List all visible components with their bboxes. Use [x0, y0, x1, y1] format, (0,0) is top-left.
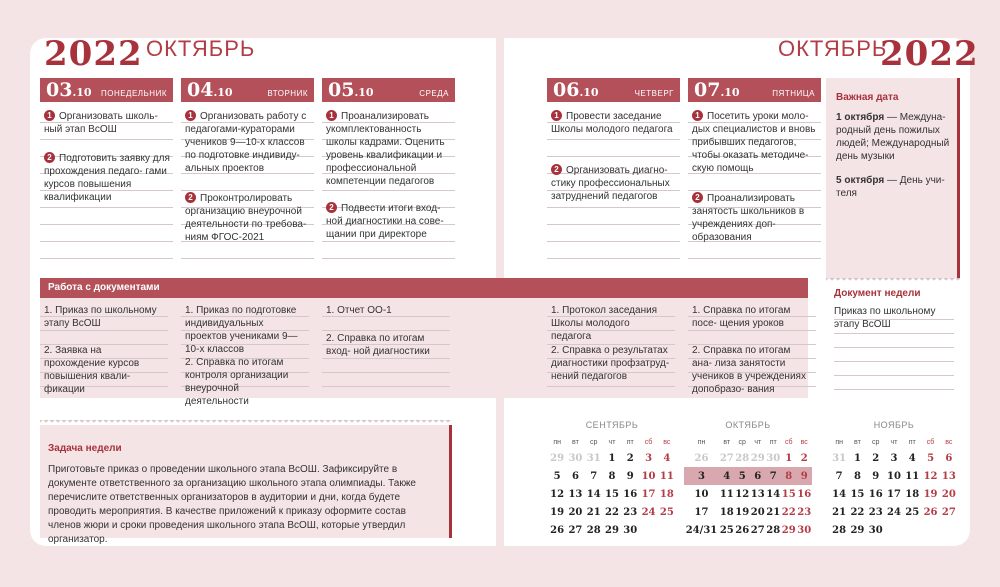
calendar-day: 12 [923, 470, 938, 482]
calendar-day: 1 [785, 452, 793, 464]
document-item: 2. Справка о результатах диагностики профзатруд- нений педагогов [551, 345, 670, 382]
calendar-week [548, 521, 676, 539]
calendar-day: 17 [887, 488, 901, 500]
day-header [181, 78, 314, 102]
calendar-day [940, 521, 958, 539]
calendar-day: 29 [605, 524, 619, 536]
calendar-week [548, 449, 676, 467]
task-item: 2 Подвести итоги вход- ной диагностики на сове- щании при директоре [326, 203, 444, 240]
week-task-box [40, 425, 452, 545]
calendar-day: 2 [872, 452, 880, 464]
calendar-day: 21 [766, 506, 781, 518]
calendar-week [684, 521, 812, 539]
weekday-label: чт [754, 439, 762, 446]
month-right: ОКТЯБРЬ [778, 36, 888, 61]
calendar-day: 28 [766, 524, 781, 536]
week-task-text: Приготовьте приказ о проведении школьного этапа ВсОШ. Зафиксируйте в документе ответственного за организацию школьного этапа олимпиады. Также перечислите ответственных организаторов в аудитории и дни, когда будете проводить мероприятия. В качестве приложений к приказу оформите состав членов жюри и сроки проведения школьного этапа ВсОШ, которые утвердил организатор. [48, 464, 416, 545]
documents-header: Работа с документами [40, 278, 808, 298]
task-number-badge: 2 [551, 164, 562, 175]
calendar-week [830, 467, 958, 485]
day-tasks [688, 102, 821, 260]
calendar-day: 30 [623, 524, 638, 536]
calendar-day: 21 [832, 506, 847, 518]
calendar-day: 16 [797, 488, 812, 500]
document-item: 1. Приказ по школьному этапу ВсОШ [44, 305, 157, 329]
document-item: 1. Справка по итогам посе- щения уроков [692, 305, 791, 329]
weekday-label: ср [590, 439, 598, 446]
calendar-day: 21 [586, 506, 601, 518]
calendar-day: 19 [923, 488, 938, 500]
day-tasks [322, 102, 455, 260]
task-item: 2 Проанализировать занятость школьников в учреждениях доп- образования [692, 193, 805, 243]
calendar-day: 24 [641, 506, 656, 518]
weekday-label: сб [644, 439, 653, 446]
day-header [547, 78, 680, 102]
calendar-day: 7 [590, 470, 598, 482]
day-header [322, 78, 455, 102]
document-item: 2. Справка по итогам контроля организации внеурочной деятельности [185, 357, 289, 407]
month-calendar [548, 420, 676, 539]
calendar-week [684, 467, 812, 485]
calendar-day: 19 [550, 506, 565, 518]
day-name: ЧЕТВЕРГ [634, 89, 674, 98]
calendar-week [830, 485, 958, 503]
year-right: 2022 [880, 34, 979, 74]
task-number-badge: 1 [185, 110, 196, 121]
task-number-badge: 1 [692, 110, 703, 121]
calendar-day: 6 [750, 467, 765, 485]
day-name: ПЯТНИЦА [772, 89, 815, 98]
calendar-day: 5 [735, 467, 750, 485]
calendar-week [548, 485, 676, 503]
task-item: 1 Организовать школь- ный этап ВсОШ [44, 111, 158, 135]
zigzag-edge [826, 278, 960, 283]
calendar-day: 30 [766, 452, 781, 464]
task-item: 1 Проанализировать укомплектованность школы кадрами. Оценить уровень квалификации и профессиональной компетенции педагогов [326, 111, 445, 187]
documents-column [547, 300, 675, 396]
calendar-day: 9 [796, 467, 812, 485]
calendar-week [548, 503, 676, 521]
calendar-day: 18 [905, 488, 920, 500]
calendar-day: 3 [645, 452, 653, 464]
document-item: 1. Отчет ОО-1 [326, 305, 392, 316]
calendar-day: 27 [719, 452, 734, 464]
weekday-label: пт [769, 439, 777, 446]
calendar-day: 16 [623, 488, 638, 500]
calendar-day: 22 [605, 506, 619, 518]
weekday-label: вс [663, 439, 671, 446]
calendar-week [548, 467, 676, 485]
task-item: 2 Подготовить заявку для прохождения педаго- гами курсов повышения квалификации [44, 153, 170, 203]
documents-column [688, 300, 816, 396]
calendar-week [684, 503, 812, 521]
calendar-day: 23 [623, 506, 638, 518]
task-item: 1 Организовать работу с педагогами-кураторами учеников 9—10-х классов по подготовке индивиду- альных проектов [185, 111, 307, 174]
calendar-day: 1 [853, 452, 861, 464]
calendar-day: 24 [887, 506, 901, 518]
task-number-badge: 2 [44, 152, 55, 163]
day-name: ВТОРНИК [267, 89, 308, 98]
calendar-day: 27 [941, 506, 956, 518]
calendar-week [684, 449, 812, 467]
calendar-day: 14 [766, 488, 781, 500]
calendar-day: 13 [750, 488, 765, 500]
week-document-title: Документ недели [834, 288, 921, 299]
weekday-label: вт [854, 439, 861, 446]
task-number-badge: 2 [692, 192, 703, 203]
weekday-label: чт [608, 439, 616, 446]
calendar-day: 3 [684, 467, 719, 485]
weekday-label: пт [908, 439, 916, 446]
calendar-day: 10 [694, 488, 709, 500]
day-number: 03.10 [46, 79, 92, 101]
week-document-body [834, 303, 954, 393]
calendar-day: 3 [890, 452, 898, 464]
calendar-day: 24/31 [685, 524, 718, 536]
calendar-day: 29 [550, 452, 565, 464]
calendar-day: 25 [905, 506, 920, 518]
calendar-day: 31 [586, 452, 601, 464]
day-name: ПОНЕДЕЛЬНИК [100, 89, 167, 98]
calendar-day: 12 [550, 488, 565, 500]
weekday-label: вт [723, 439, 731, 446]
calendar-day: 6 [571, 470, 579, 482]
document-item: 2. Справка по итогам вход- ной диагностики [326, 333, 430, 357]
calendar-day: 26 [735, 524, 750, 536]
calendar-day [885, 521, 903, 539]
calendar-day: 18 [659, 488, 674, 500]
task-number-badge: 2 [185, 192, 196, 203]
calendar-day: 30 [868, 524, 883, 536]
important-date-item: 5 октября — День учи- теля [836, 175, 945, 199]
day-number: 04.10 [187, 79, 233, 101]
calendar-day: 19 [735, 506, 750, 518]
document-item: 1. Приказ по подготовке индивидуальных проектов учениками 9—10-х классов [185, 305, 298, 355]
documents-column [322, 300, 450, 396]
calendar-day: 26 [923, 506, 938, 518]
weekday-label: пт [626, 439, 634, 446]
calendar-day: 7 [765, 467, 780, 485]
calendar-week [830, 503, 958, 521]
calendar-day: 10 [887, 470, 901, 482]
calendar-day: 4 [719, 467, 734, 485]
calendar-day [658, 521, 676, 539]
calendar-day: 26 [550, 524, 565, 536]
month-left: ОКТЯБРЬ [146, 36, 256, 61]
task-item: 1 Посетить уроки моло- дых специалистов и вновь прибывших педагогов, чтобы оказать методиче- скую помощь [692, 111, 816, 174]
calendar-day [921, 521, 939, 539]
weekday-label: сб [784, 439, 793, 446]
day-number: 06.10 [553, 79, 599, 101]
task-item: 1 Провести заседание Школы молодого педагога [551, 111, 673, 135]
calendar-day: 25 [659, 506, 674, 518]
calendar-day: 28 [832, 524, 847, 536]
calendar-day: 22 [781, 506, 796, 518]
calendar-day: 4 [663, 452, 671, 464]
calendar-day: 28 [586, 524, 601, 536]
calendar-day: 15 [605, 488, 619, 500]
weekday-label: чт [890, 439, 898, 446]
calendar-day: 23 [868, 506, 883, 518]
document-item: 1. Протокол заседания Школы молодого педагога [551, 305, 658, 342]
calendar-day: 28 [735, 452, 750, 464]
weekday-label: вс [945, 439, 953, 446]
calendar-day: 5 [927, 452, 935, 464]
day-header [688, 78, 821, 102]
calendar-week [830, 521, 958, 539]
month-calendar [830, 420, 958, 539]
calendar-month-name: СЕНТЯБРЬ [585, 420, 639, 430]
important-date-title: Важная дата [836, 92, 899, 103]
day-tasks [40, 102, 173, 260]
calendar-day: 27 [568, 524, 583, 536]
calendar-day: 14 [586, 488, 601, 500]
weekday-label: ср [738, 439, 746, 446]
calendar-day: 14 [832, 488, 847, 500]
weekday-label: пн [553, 439, 561, 446]
calendar-day: 27 [750, 524, 765, 536]
calendar-day: 31 [832, 452, 847, 464]
calendar-day: 30 [568, 452, 583, 464]
calendar-day: 18 [719, 506, 734, 518]
calendar-day: 6 [945, 452, 953, 464]
calendar-day [639, 521, 657, 539]
day-tasks [547, 102, 680, 260]
calendar-day: 15 [781, 488, 796, 500]
calendar-day: 1 [608, 452, 616, 464]
calendar-day: 30 [797, 524, 812, 536]
week-document-text: Приказ по школьному этапу ВсОШ [834, 306, 936, 330]
calendar-month-name: ОКТЯБРЬ [725, 420, 771, 430]
calendar-day: 29 [850, 524, 865, 536]
task-number-badge: 1 [326, 110, 337, 121]
calendar-day: 26 [694, 452, 709, 464]
calendar-week [830, 449, 958, 467]
week-task-title: Задача недели [48, 443, 122, 454]
calendar-day: 2 [800, 452, 808, 464]
calendar-day: 7 [835, 470, 843, 482]
important-date-box [826, 78, 960, 278]
calendar-day: 9 [872, 470, 880, 482]
calendar-day: 2 [626, 452, 634, 464]
year-left: 2022 [44, 34, 143, 74]
weekday-label: ср [872, 439, 880, 446]
task-number-badge: 1 [44, 110, 55, 121]
calendar-day: 29 [781, 524, 796, 536]
calendar-day: 9 [626, 470, 634, 482]
calendar-day: 11 [659, 470, 674, 482]
calendar-day: 11 [905, 470, 920, 482]
weekday-label: пн [835, 439, 843, 446]
calendar-day: 4 [908, 452, 916, 464]
weekday-label: вт [572, 439, 579, 446]
calendar-day: 20 [941, 488, 956, 500]
calendar-day [903, 521, 921, 539]
weekday-label: сб [926, 439, 935, 446]
calendar-day: 17 [641, 488, 656, 500]
calendar-day: 12 [735, 488, 750, 500]
day-number: 07.10 [694, 79, 740, 101]
calendar-day: 23 [797, 506, 812, 518]
calendar-day: 15 [850, 488, 865, 500]
weekday-label: вс [800, 439, 808, 446]
calendar-day: 29 [750, 452, 765, 464]
calendar-day: 8 [781, 467, 796, 485]
calendar-day: 22 [850, 506, 865, 518]
day-name: СРЕДА [419, 89, 449, 98]
calendar-week [684, 485, 812, 503]
day-header [40, 78, 173, 102]
documents-column [40, 300, 168, 396]
task-item: 2 Организовать диагно- стику профессиональных затруднений педагогов [551, 165, 670, 202]
day-number: 05.10 [328, 79, 374, 101]
task-item: 2 Проконтролировать организацию внеурочной деятельности по требова- ниям ФГОС-2021 [185, 193, 307, 243]
calendar-day: 20 [750, 506, 765, 518]
calendar-day: 5 [553, 470, 561, 482]
task-number-badge: 2 [326, 202, 337, 213]
important-date-item: 1 октября — Междуна- родный день пожилых людей; Международный день музыки [836, 112, 950, 162]
documents-column [181, 300, 309, 407]
task-number-badge: 1 [551, 110, 562, 121]
calendar-day: 11 [719, 488, 734, 500]
calendar-month-name: НОЯБРЬ [873, 420, 915, 430]
calendar-day: 10 [641, 470, 656, 482]
day-tasks [181, 102, 314, 260]
weekday-label: пн [697, 439, 706, 446]
calendar-day: 20 [568, 506, 583, 518]
month-calendar [684, 420, 812, 539]
calendar-day: 8 [608, 470, 616, 482]
calendar-day: 25 [719, 524, 734, 536]
calendar-day: 13 [568, 488, 583, 500]
calendar-day: 8 [853, 470, 861, 482]
document-item: 2. Справка по итогам ана- лиза занятости учеников в учреждениях допобразо- вания [692, 345, 806, 395]
calendar-day: 17 [694, 506, 709, 518]
calendar-day: 13 [941, 470, 956, 482]
document-item: 2. Заявка на прохождение курсов повышения квали- фикации [44, 345, 140, 395]
calendar-day: 16 [868, 488, 883, 500]
